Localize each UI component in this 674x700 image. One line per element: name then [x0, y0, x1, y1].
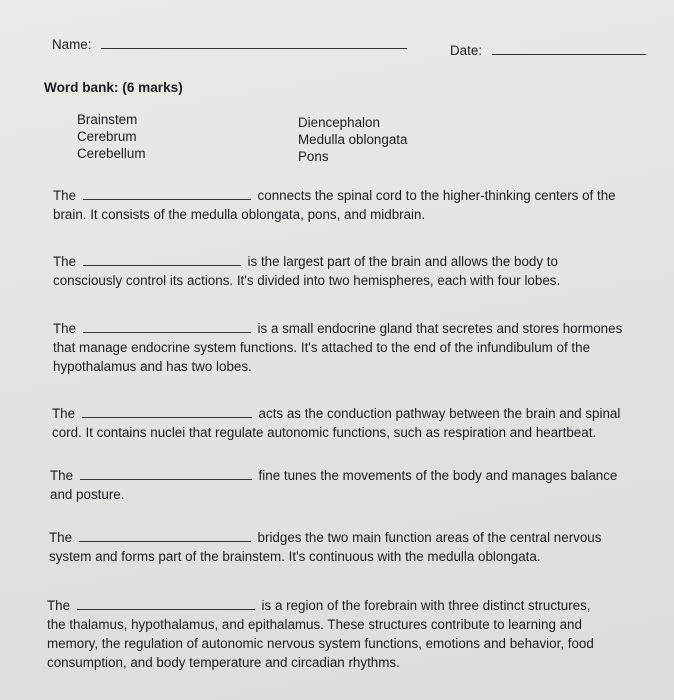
question-prefix: The: [50, 468, 74, 483]
question-prefix: The: [53, 254, 77, 269]
word-bank-title: Word bank: (6 marks): [44, 80, 183, 95]
question-text: that manage endocrine system functions. It's attached to the end of the infundibulum of the: [53, 340, 591, 355]
word-bank-item: Pons: [298, 149, 329, 164]
question-prefix: The: [53, 321, 77, 336]
question-prefix: The: [52, 406, 76, 421]
question-text: connects the spinal cord to the higher-thinking centers of the: [257, 188, 616, 203]
question-text: memory, the regulation of autonomic nervous system functions, emotions and behavior, food: [47, 636, 594, 651]
question-text: brain. It consists of the medulla oblongata, pons, and midbrain.: [53, 207, 426, 222]
question-prefix: The: [47, 598, 71, 613]
question-4: [52, 404, 620, 442]
name-blank[interactable]: [101, 37, 407, 49]
question-prefix: The: [53, 188, 77, 203]
question-2: [53, 252, 560, 290]
word-bank-item: Medulla oblongata: [298, 132, 408, 147]
question-text: acts as the conduction pathway between the brain and spinal: [258, 406, 621, 421]
question-text: is a small endocrine gland that secretes and stores hormones: [257, 321, 623, 336]
word-bank-item: Cerebellum: [77, 146, 146, 161]
answer-blank[interactable]: [80, 468, 252, 480]
answer-blank[interactable]: [83, 321, 251, 333]
question-text: consciously control its actions. It's divided into two hemispheres, each with four lobes.: [53, 273, 561, 288]
answer-blank[interactable]: [79, 530, 251, 542]
word-bank-item: Diencephalon: [298, 115, 380, 130]
answer-blank[interactable]: [82, 406, 252, 418]
word-bank-item: Cerebrum: [77, 129, 137, 144]
name-row: [52, 36, 407, 54]
question-text: is the largest part of the brain and allows the body to: [247, 254, 558, 269]
question-text: consumption, and body temperature and circadian rhythms.: [47, 655, 400, 670]
answer-blank[interactable]: [83, 188, 251, 200]
question-3: [53, 319, 622, 376]
question-text: and posture.: [50, 487, 125, 502]
question-text: fine tunes the movements of the body and manages balance: [258, 468, 618, 483]
date-label: Date:: [450, 43, 483, 58]
question-text: the thalamus, hypothalamus, and epithalamus. These structures contribute to learning and: [47, 617, 582, 632]
question-6: [49, 528, 601, 566]
question-7: [47, 596, 594, 672]
question-text: hypothalamus and has two lobes.: [53, 359, 252, 374]
word-bank-right: [298, 114, 407, 165]
question-prefix: The: [49, 530, 73, 545]
word-bank-left: [77, 111, 145, 162]
question-1: [53, 186, 616, 224]
name-label: Name:: [52, 37, 92, 52]
answer-blank[interactable]: [77, 598, 255, 610]
answer-blank[interactable]: [83, 254, 241, 266]
word-bank-item: Brainstem: [77, 112, 138, 127]
question-5: [50, 466, 617, 504]
question-text: bridges the two main function areas of the central nervous: [257, 530, 602, 545]
question-text: system and forms part of the brainstem. It's continuous with the medulla oblongata.: [49, 549, 541, 564]
question-text: is a region of the forebrain with three distinct structures,: [261, 598, 591, 613]
question-text: cord. It contains nuclei that regulate autonomic functions, such as respiration and heartbeat.: [52, 425, 597, 440]
date-row: [450, 42, 646, 60]
date-blank[interactable]: [492, 43, 646, 55]
